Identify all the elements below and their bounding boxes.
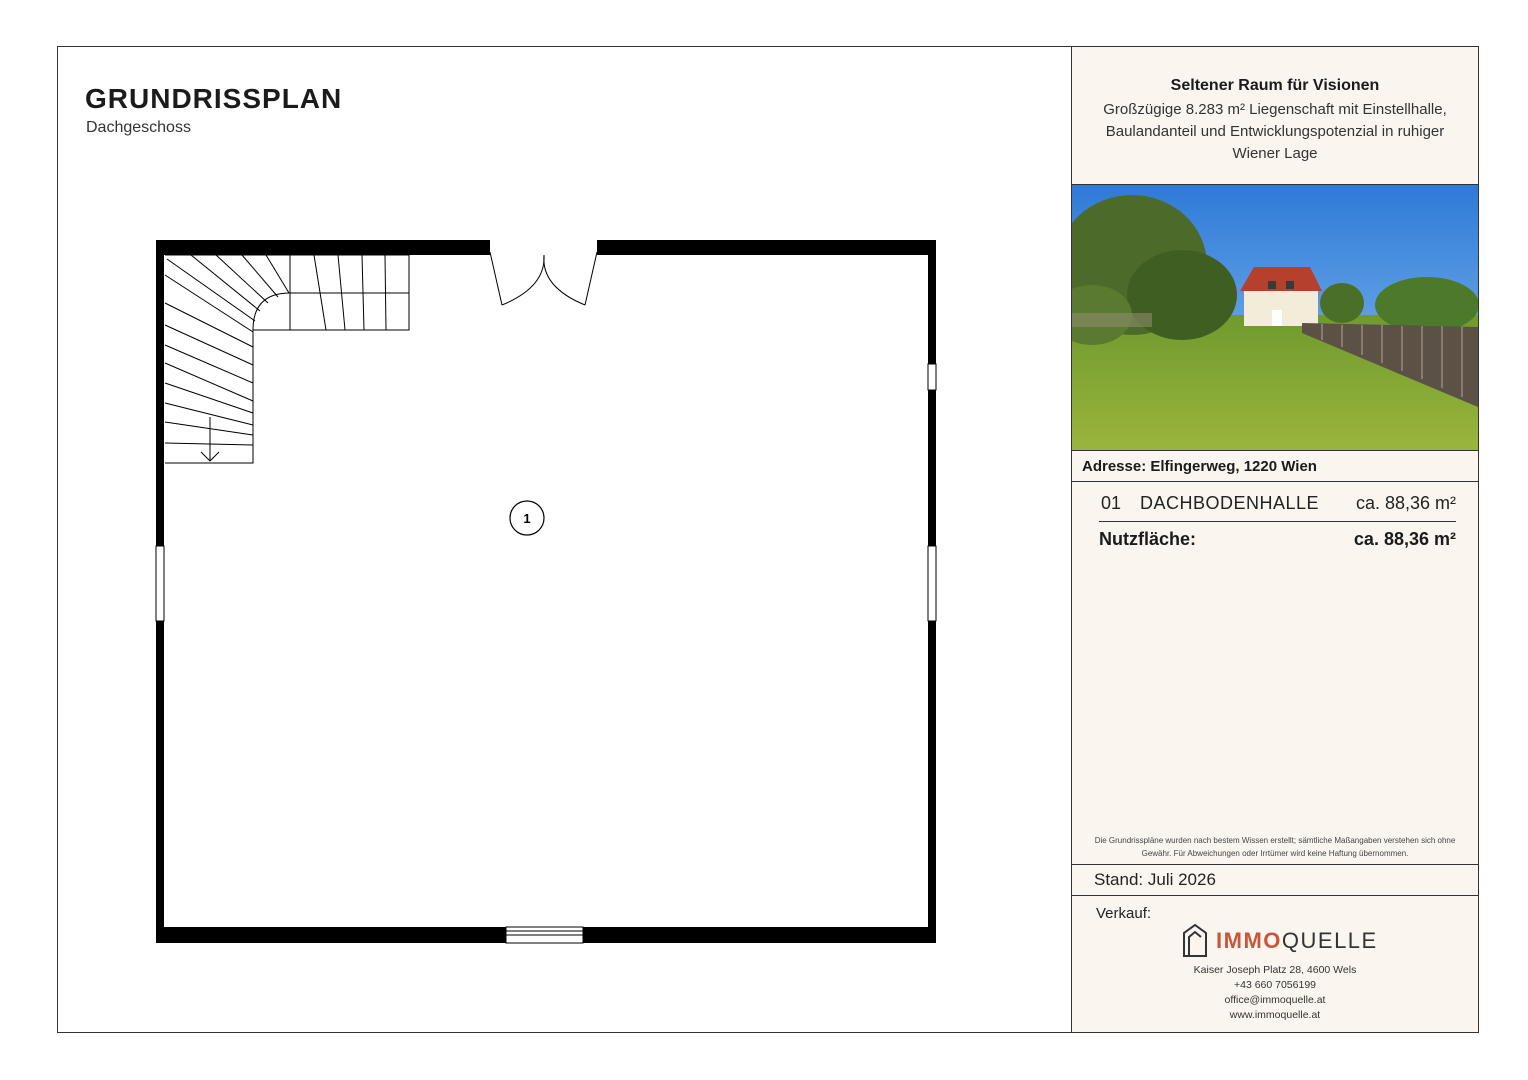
stand-row xyxy=(1072,864,1478,896)
floor-plan-drawing xyxy=(58,47,1072,1032)
walls xyxy=(156,240,936,943)
plan-title: GRUNDRISSPLAN xyxy=(85,83,343,114)
contact-address: Kaiser Joseph Platz 28, 4600 Wels xyxy=(1193,964,1357,976)
plan-subtitle: Dachgeschoss xyxy=(86,119,191,136)
disclaimer: Die Grundrisspläne wurden nach bestem Wissen erstellt; sämtliche Maßangaben verstehen sich ohne Gewähr. Für Abweichungen oder Irrtümer wird keine Haftung übernommen. xyxy=(1094,836,1456,858)
info-header xyxy=(1072,47,1478,185)
logo-word-bold: IMMO xyxy=(1216,928,1282,953)
room-marker xyxy=(510,501,544,535)
room-marker-label: 1 xyxy=(523,511,531,526)
address-row xyxy=(1072,450,1478,482)
contact-block xyxy=(1072,963,1478,1023)
house-illustration xyxy=(1240,267,1322,326)
total-area-value: ca. 88,36 m² xyxy=(1353,529,1456,549)
logo-word-light: QUELLE xyxy=(1281,928,1378,953)
listing-description: Großzügige 8.283 m² Liegenschaft mit Einstellhalle, Baulandanteil und Entwicklungspotenzial in ruhiger Wiener Lage xyxy=(1103,101,1447,162)
room-row xyxy=(1099,491,1456,522)
listing-heading: Seltener Raum für Visionen xyxy=(1170,77,1380,94)
contact-email[interactable]: office@immoquelle.at xyxy=(1224,994,1326,1006)
room-name: DACHBODENHALLE xyxy=(1140,493,1320,513)
contact-website[interactable]: www.immoquelle.at xyxy=(1229,1009,1321,1021)
logo-wordmark xyxy=(1216,928,1378,954)
stand-date: Stand: Juli 2026 xyxy=(1094,870,1216,889)
floor-plan-area xyxy=(58,47,1072,1032)
company-logo xyxy=(1182,923,1378,957)
total-area-label: Nutzfläche: xyxy=(1099,529,1197,549)
document-frame xyxy=(57,46,1479,1033)
sales-label: Verkauf: xyxy=(1096,905,1152,922)
windows xyxy=(156,364,936,943)
info-panel xyxy=(1071,47,1478,1032)
staircase xyxy=(165,255,409,463)
address-text: Adresse: Elfingerweg, 1220 Wien xyxy=(1082,458,1317,475)
double-door xyxy=(490,252,597,305)
total-area-row xyxy=(1099,527,1456,553)
contact-phone[interactable]: +43 660 7056199 xyxy=(1233,979,1317,991)
property-photo xyxy=(1072,185,1478,450)
house-logo-icon xyxy=(1182,923,1208,957)
room-number: 01 xyxy=(1101,493,1122,513)
room-area: ca. 88,36 m² xyxy=(1355,493,1456,513)
